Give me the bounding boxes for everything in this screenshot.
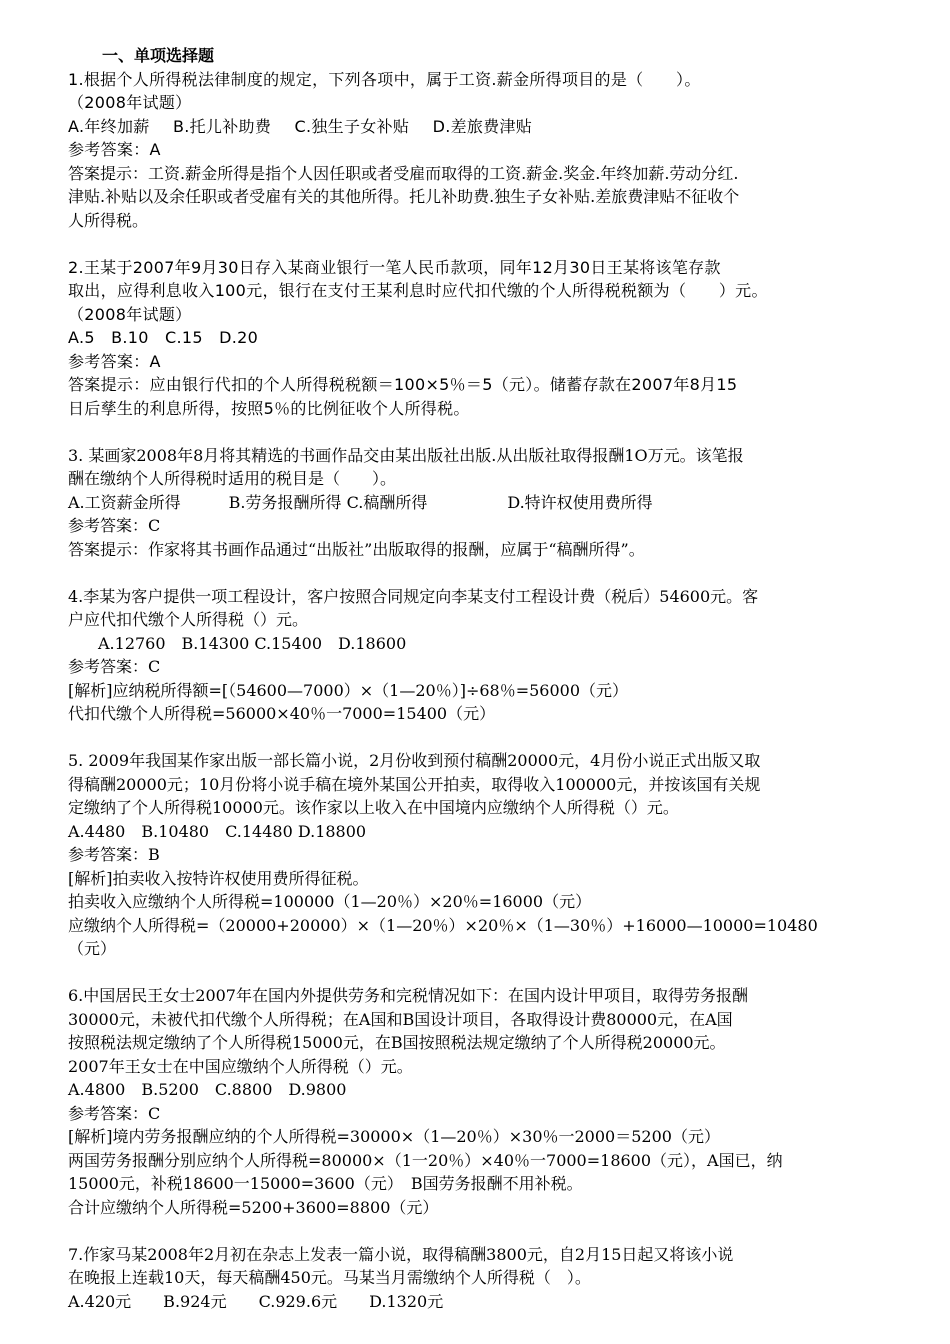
question-6 xyxy=(68,984,886,1219)
q7-stem-line2: 在晚报上连载10天，每天稿酬450元。马某当月需缴纳个人所得税（ ）。 xyxy=(68,1268,591,1287)
q1-option-c: C.独生子女补贴 xyxy=(294,116,410,136)
q3-options: A.工资薪金所得 B.劳务报酬所得 C.稿酬所得 D.特许权使用费所得 xyxy=(68,492,653,512)
q1-options xyxy=(68,115,886,139)
q1-stem-line2: （2008年试题） xyxy=(68,93,192,112)
q6-stem-line4: 2007年王女士在中国应缴纳个人所得税（）元。 xyxy=(68,1056,413,1076)
q1-answer: 参考答案：A xyxy=(68,140,161,159)
q5-analysis-line3: 应缴纳个人所得税=（20000+20000）×（1—20％）×20％×（1—30％）+16000—10000=10480 xyxy=(68,915,818,935)
q7-stem-line1: 7.作家马某2008年2月初在杂志上发表一篇小说，取得稿酬3800元，自2月15日起又将该小说 xyxy=(68,1244,734,1264)
q6-answer: 参考答案：C xyxy=(68,1103,161,1123)
q3-hint: 答案提示：作家将其书画作品通过“出版社”出版取得的报酬，应属于“稿酬所得”。 xyxy=(68,539,645,559)
document-page xyxy=(68,44,886,1313)
q1-hint-line1: 答案提示：工资.薪金所得是指个人因任职或者受雇而取得的工资.薪金.奖金.年终加薪.劳动分红. xyxy=(68,163,739,183)
q1-hint xyxy=(68,162,886,233)
q5-stem-line3: 定缴纳了个人所得税10000元。该作家以上收入在中国境内应缴纳个人所得税（）元。 xyxy=(68,798,679,817)
question-7 xyxy=(68,1243,886,1314)
q4-answer: 参考答案：C xyxy=(68,657,161,676)
q3-answer: 参考答案：C xyxy=(68,516,161,535)
q5-stem-line2: 得稿酬20000元；10月份将小说手稿在境外某国公开拍卖，取得收入100000元，并按该国有关规 xyxy=(68,774,761,794)
q2-answer: 参考答案：A xyxy=(68,351,161,371)
q1-option-a: A.年终加薪 xyxy=(68,116,150,136)
q1-hint-line3: 人所得税。 xyxy=(68,210,149,230)
q5-options: A.4480 B.10480 C.14480 D.18800 xyxy=(68,821,367,841)
q5-analysis-line1: [解析]拍卖收入按特许权使用费所得征税。 xyxy=(68,868,369,888)
q6-analysis-line4: 合计应缴纳个人所得税=5200+3600=8800（元） xyxy=(68,1197,439,1217)
q2-hint-line2: 日后孳生的利息所得，按照5％的比例征收个人所得税。 xyxy=(68,398,470,418)
q1-hint-line2: 津贴.补贴以及余任职或者受雇有关的其他所得。托儿补助费.独生子女补贴.差旅费津贴不征收个 xyxy=(68,187,740,206)
q1-option-b: B.托儿补助费 xyxy=(172,116,272,136)
q2-stem-line1: 2.王某于2007年9月30日存入某商业银行一笔人民币款项，同年12月30日王某将该笔存款 xyxy=(68,257,721,277)
q5-stem-line1: 5. 2009年我国某作家出版一部长篇小说，2月份收到预付稿酬20000元，4月份小说正式出版又取 xyxy=(68,751,761,770)
q1-option-d: D.差旅费津贴 xyxy=(432,116,533,136)
q2-stem-line2: 取出，应得利息收入100元，银行在支付王某利息时应代扣代缴的个人所得税税额为（ ）元。 xyxy=(68,281,768,300)
q4-stem-line2: 户应代扣代缴个人所得税（）元。 xyxy=(68,610,309,629)
question-2 xyxy=(68,256,886,421)
q5-analysis-line4: （元） xyxy=(68,939,117,958)
q7-options: A.420元 B.924元 C.929.6元 D.1320元 xyxy=(68,1291,444,1311)
q4-analysis-line1: [解析]应纳税所得额=[（54600—7000）×（1—20％）]÷68％=56000（元） xyxy=(68,680,629,700)
q6-stem-line3: 按照税法规定缴纳了个人所得税15000元，在B国按照税法规定缴纳了个人所得税20000元。 xyxy=(68,1033,726,1052)
q3-stem-line1: 3. 某画家2008年8月将其精选的书画作品交由某出版社出版.从出版社取得报酬1O万元。该笔报 xyxy=(68,445,744,465)
section-title: 一、单项选择题 xyxy=(102,46,215,65)
q6-options: A.4800 B.5200 C.8800 D.9800 xyxy=(68,1080,347,1099)
q6-analysis-line3: 15000元，补税18600一15000=3600（元） B国劳务报酬不用补税。 xyxy=(68,1174,583,1193)
q2-stem-line3: （2008年试题） xyxy=(68,304,192,324)
q6-analysis-line1: [解析]境内劳务报酬应纳的个人所得税=30000×（1—20％）×30％一2000＝5200（元） xyxy=(68,1127,720,1146)
q6-stem-line2: 30000元，未被代扣代缴个人所得税；在A国和B国设计项目，各取得设计费80000元，在A国 xyxy=(68,1009,733,1029)
q3-stem-line2: 酬在缴纳个人所得税时适用的税目是（ ）。 xyxy=(68,469,397,488)
question-1 xyxy=(68,68,886,162)
question-3 xyxy=(68,444,886,562)
question-4 xyxy=(68,585,886,726)
q2-options: A.5 B.10 C.15 D.20 xyxy=(68,328,259,347)
q4-analysis-line2: 代扣代缴个人所得税=56000×40％一7000=15400（元） xyxy=(68,704,496,723)
q5-answer: 参考答案：B xyxy=(68,845,160,864)
q1-stem-line1: 1.根据个人所得税法律制度的规定，下列各项中，属于工资.薪金所得项目的是（ ）。 xyxy=(68,69,701,89)
q5-analysis-line2: 拍卖收入应缴纳个人所得税=100000（1—20％）×20％=16000（元） xyxy=(68,892,592,911)
question-5 xyxy=(68,749,886,961)
q6-stem-line1: 6.中国居民王女士2007年在国内外提供劳务和完税情况如下：在国内设计甲项目，取得劳务报酬 xyxy=(68,986,748,1005)
q4-stem-line1: 4.李某为客户提供一项工程设计，客户按照合同规定向李某支付工程设计费（税后）54600元。客 xyxy=(68,586,759,606)
q2-hint-line1: 答案提示：应由银行代扣的个人所得税税额＝100×5％＝5（元）。储蓄存款在2007年8月15 xyxy=(68,375,738,394)
q4-options: A.12760 B.14300 C.15400 D.18600 xyxy=(98,633,407,653)
q6-analysis-line2: 两国劳务报酬分别应纳个人所得税=80000×（1一20％）×40％一7000=18600（元），A国已，纳 xyxy=(68,1150,783,1170)
